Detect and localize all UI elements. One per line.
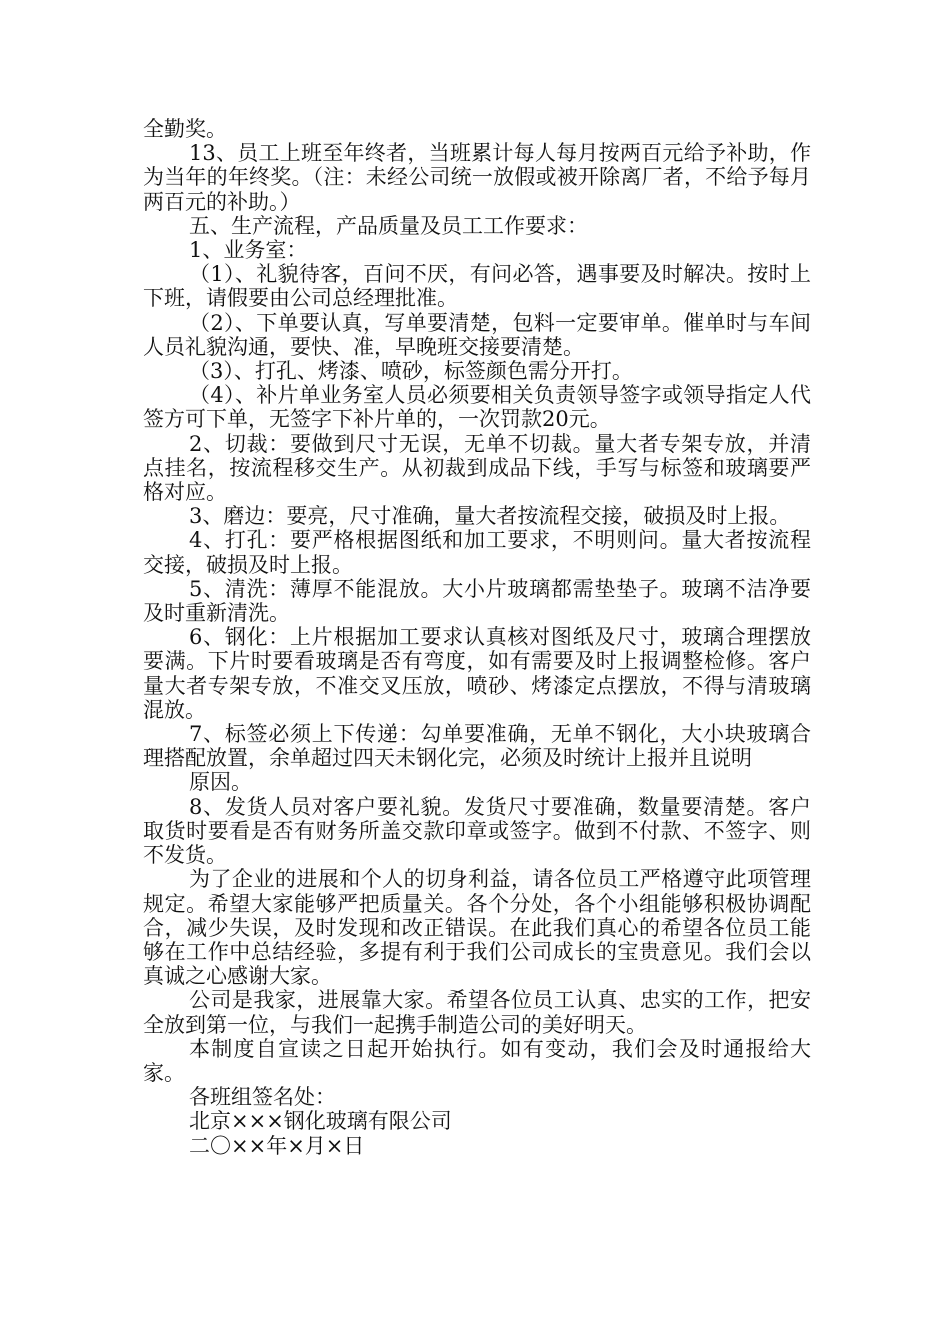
paragraph-edging: 3、磨边：要亮，尺寸准确，量大者按流程交接，破损及时上报。 xyxy=(189,504,791,529)
paragraph-cutting: 2、切裁：要做到尺寸无误，无单不切裁。量大者专架专放，并清点挂名，按流程移交生产。从初裁到成品下线，手写与标签和玻璃要严格对应。 xyxy=(143,431,811,505)
paragraph-closing-1: 为了企业的进展和个人的切身利益，请各位员工严格遵守此项管理规定。希望大家能够严把质量关。各个分处，各个小组能够积极协调配合，减少失误，及时发现和改正错误。在此我们真心的希望各位员工能够在工作中总结经验，多提有利于我们公司成长的宝贵意见。我们会以真诚之心感谢大家。 xyxy=(143,867,811,989)
section-heading-5: 五、生产流程，产品质量及员工工作要求： xyxy=(189,213,588,238)
paragraph-item-13: 13、员工上班至年终者，当班累计每人每月按两百元给予补助，作为当年的年终奖。（注：未经公司统一放假或被开除离厂者，不给予每月两百元的补助。） xyxy=(143,141,811,214)
paragraph-office-4: （4）、补片单业务室人员必须要相关负责领导签字或领导指定人代签方可下单，无签字下补片单的，一次罚款20元。 xyxy=(143,383,811,432)
paragraph-drilling: 4、打孔：要严格根据图纸和加工要求，不明则问。量大者按流程交接，破损及时上报。 xyxy=(143,528,811,577)
paragraph-office-2: （2）、下单要认真，写单要清楚，包料一定要审单。催单时与车间人员礼貌沟通，要快、准，早晚班交接要清楚。 xyxy=(143,310,811,359)
signature-line: 各班组签名处： xyxy=(189,1085,336,1110)
paragraph-cleaning: 5、清洗：薄厚不能混放。大小片玻璃都需垫垫子。玻璃不洁净要及时重新清洗。 xyxy=(143,576,811,626)
document-body xyxy=(143,117,811,1158)
paragraph-office-3: （3）、打孔、烤漆、喷砂，标签颜色需分开打。 xyxy=(189,359,633,384)
paragraph-office-1: （1）、礼貌待客，百问不厌，有问必答，遇事要及时解决。按时上下班，请假要由公司总经理批准。 xyxy=(143,262,811,311)
paragraph-labels: 7、标签必须上下传递：勾单要准确，无单不钢化，大小块玻璃合理搭配放置，余单超过四天未钢化完，必须及时统计上报并且说明 xyxy=(143,722,811,771)
document-date: 二〇××年×月×日 xyxy=(189,1133,365,1158)
company-name: 北京×××钢化玻璃有限公司 xyxy=(189,1109,452,1134)
paragraph-labels-reason: 原因。 xyxy=(189,770,252,795)
paragraph-tempering: 6、钢化：上片根据加工要求认真核对图纸及尺寸，玻璃合理摆放要满。下片时要看玻璃是否有弯度，如有需要及时上报调整检修。客户量大者专架专放，不准交叉压放，喷砂、烤漆定点摆放，不得与清玻璃混放。 xyxy=(143,625,811,722)
paragraph-continuation: 全勤奖。 xyxy=(143,117,227,141)
subsection-business-office: 1、业务室： xyxy=(189,238,308,263)
paragraph-effective-date: 本制度自宣读之日起开始执行。如有变动，我们会及时通报给大家。 xyxy=(143,1036,811,1085)
paragraph-closing-2: 公司是我家，进展靠大家。希望各位员工认真、忠实的工作，把安全放到第一位，与我们一起携手制造公司的美好明天。 xyxy=(143,988,811,1037)
paragraph-shipping: 8、发货人员对客户要礼貌。发货尺寸要准确，数量要清楚。客户取货时要看是否有财务所盖交款印章或签字。做到不付款、不签字、则不发货。 xyxy=(143,794,811,868)
